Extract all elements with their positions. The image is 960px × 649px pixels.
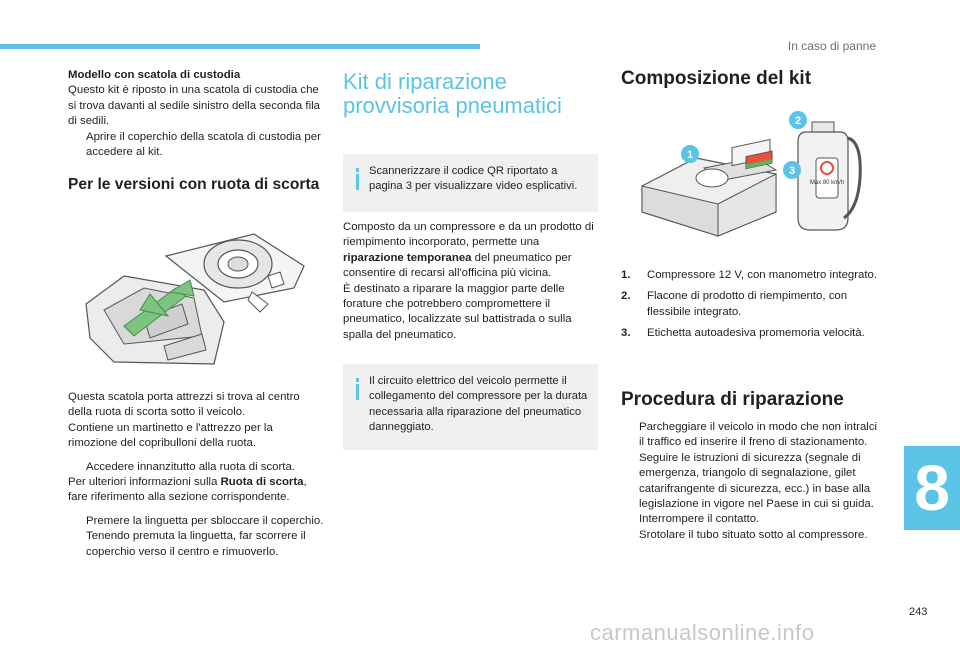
bullet-item — [68, 460, 324, 475]
access-bullet-text: Accedere innanzitutto alla ruota di scorta. — [86, 460, 295, 473]
item-text: Flacone di prodotto di riempimento, con flessibile integrato. — [647, 290, 848, 318]
step-text: Interrompere il contatto. — [639, 513, 760, 526]
info-note-circuit — [343, 364, 598, 450]
top-accent-bar — [0, 44, 480, 49]
step-item — [621, 420, 879, 451]
chapter-tab: 8 — [904, 446, 960, 530]
repair-kit-title — [343, 70, 599, 118]
left-column-lower — [68, 390, 324, 560]
step-text: Parcheggiare il veicolo in modo che non intralci il traffico ed inserire il freno di stazionamento. — [639, 421, 878, 449]
para-prefix: Composto da un compressore e da un prodotto di riempimento incorporato, permette una — [343, 221, 594, 249]
item-number: 2. — [621, 290, 631, 303]
note-circuit-text: Il circuito elettrico del veicolo permette il collegamento del compressore per la durata necessaria alla riparazione del pneumatico danneggiato. — [369, 375, 588, 433]
kit-description — [343, 220, 599, 282]
note-qr-text: Scannerizzare il codice QR riportato a pagina 3 per visualizzare video esplicativi. — [369, 165, 578, 193]
left-column — [68, 68, 324, 194]
procedure-title: Procedura di riparazione — [621, 389, 844, 410]
kit-composition-title: Composizione del kit — [621, 68, 812, 89]
more-info-prefix: Per ulteriori informazioni sulla — [68, 476, 221, 489]
info-note-qr — [343, 154, 598, 212]
item-number: 3. — [621, 327, 631, 340]
slide-bullet-text: Tenendo premuta la linguetta, far scorrere il coperchio verso il centro e rimuoverlo. — [86, 530, 306, 558]
model-heading: Modello con scatola di custodia — [68, 69, 241, 81]
watermark: carmanualsonline.info — [590, 620, 815, 645]
model-bullet-text: Aprire il coperchio della scatola di custodia per accedere al kit. — [86, 130, 321, 159]
para-bold: riparazione temporanea — [343, 251, 472, 264]
list-item — [621, 289, 879, 320]
middle-description — [343, 220, 599, 343]
list-item — [621, 326, 879, 341]
callout-3: 3 — [788, 165, 796, 177]
page-number: 243 — [909, 606, 928, 618]
more-info-text — [68, 475, 324, 506]
info-icon — [354, 378, 361, 400]
repair-kit-illustration — [636, 108, 862, 242]
item-text: Compressore 12 V, con manometro integrato. — [647, 269, 878, 281]
item-text: Etichetta autoadesiva promemoria velocità. — [647, 327, 865, 340]
model-text: Questo kit è riposto in una scatola di custodia che si trova davanti al sedile sinistro della seconda fila di sedili. — [68, 84, 320, 128]
more-info-suffix: , fare riferimento alla sezione corrispondente. — [68, 476, 307, 504]
step-text: Srotolare il tubo situato sotto al compressore. — [639, 528, 868, 541]
title-line-1: Kit di riparazione — [343, 69, 507, 94]
bullet-item — [68, 130, 324, 161]
bullet-item — [68, 529, 324, 560]
box-text-2: Contiene un martinetto e l'attrezzo per la rimozione del copribulloni della ruota. — [68, 421, 273, 450]
item-number: 1. — [621, 269, 631, 281]
spare-wheel-heading: Per le versioni con ruota di scorta — [68, 176, 320, 194]
sticker-label: Max 80 km/h — [809, 180, 845, 186]
more-info-bold: Ruota di scorta — [220, 476, 304, 489]
step-item — [621, 451, 879, 513]
procedure-steps — [621, 420, 879, 543]
para-suffix: del pneumatico per consentire di recarsi all'officina più vicina. — [343, 251, 572, 280]
callout-2: 2 — [794, 115, 802, 127]
step-text: Seguire le istruzioni di sicurezza (segnale di emergenza, triangolo di segnalazione, gilet catarifrangente di sicurezza, ecc.) in base alla legislazione in vigore nel Paese in cui si guida. — [639, 451, 874, 511]
list-item — [621, 268, 879, 283]
kit-description-2: È destinato a riparare la maggior parte delle forature che potrebbero compromettere il pneumatico, localizzate sul battistrada o sulla spalla del pneumatico. — [343, 282, 572, 341]
info-icon — [354, 168, 361, 190]
press-bullet-text: Premere la linguetta per sbloccare il coperchio. — [86, 514, 324, 527]
step-item — [621, 512, 879, 527]
box-text-1: Questa scatola porta attrezzi si trova al centro della ruota di scorta sotto il veicolo. — [68, 391, 300, 419]
kit-items-list — [621, 268, 879, 348]
title-line-2: provvisoria pneumatici — [343, 93, 562, 118]
step-item — [621, 528, 879, 543]
callout-1: 1 — [686, 149, 694, 161]
section-title: In caso di panne — [787, 39, 876, 53]
bullet-item — [68, 514, 324, 529]
spare-wheel-toolbox-illustration — [84, 226, 310, 372]
